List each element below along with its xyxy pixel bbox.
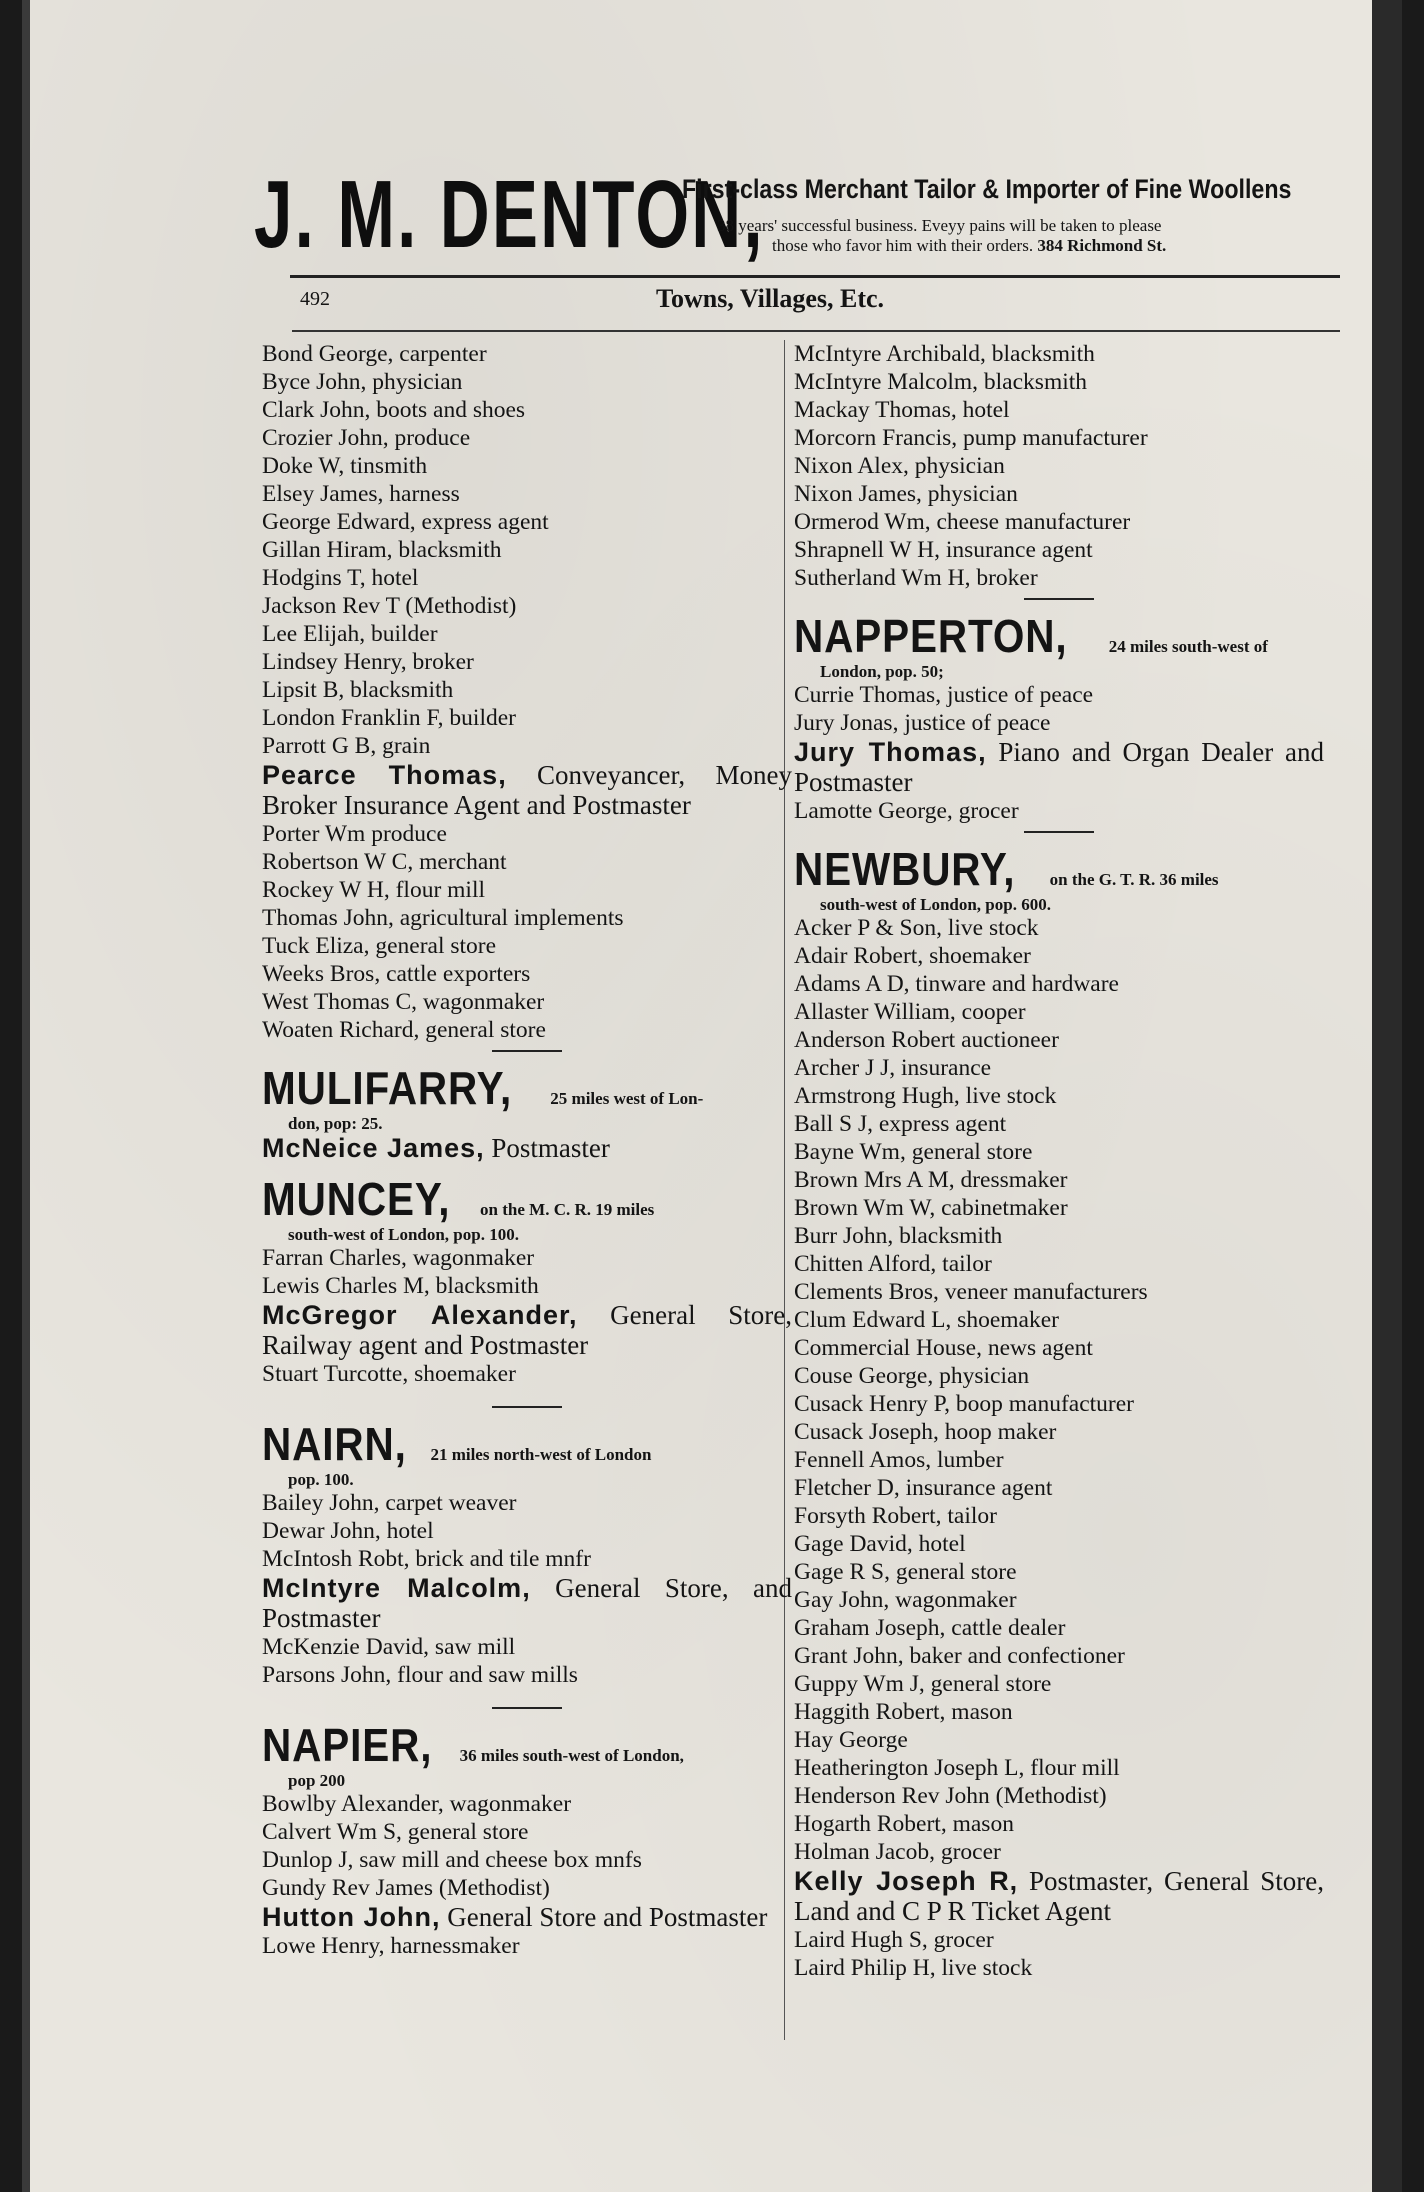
list-item: Lipsit B, blacksmith <box>262 677 454 703</box>
featured-entry-kelly <box>794 1866 1324 1926</box>
featured-name: Kelly Joseph R, <box>794 1866 1019 1896</box>
place-description: 24 miles south-west of <box>1108 637 1268 656</box>
place-description: on the G. T. R. 36 miles <box>1049 870 1219 889</box>
list-item: Porter Wm produce <box>262 821 447 847</box>
place-description: 25 miles west of Lon- <box>550 1089 704 1108</box>
ad-business-name: J. M. DENTON, <box>254 161 765 268</box>
advertisement-banner <box>242 160 1362 270</box>
running-head: Towns, Villages, Etc. <box>656 284 885 313</box>
featured-name: Hutton John, <box>262 1902 441 1932</box>
list-item: Crozier John, produce <box>262 425 471 451</box>
list-item: Cusack Henry P, boop manufacturer <box>794 1391 1135 1417</box>
list-item: Doke W, tinsmith <box>262 453 428 479</box>
featured-name: Jury Thomas, <box>794 737 987 767</box>
section-divider <box>1024 598 1094 600</box>
place-description-cont: south-west of London, pop. 100. <box>288 1225 519 1244</box>
place-heading-muncey <box>262 1173 802 1226</box>
list-item: Cusack Joseph, hoop maker <box>794 1419 1057 1445</box>
place-name: NAPPERTON, <box>794 610 1068 662</box>
list-item: George Edward, express agent <box>262 509 549 535</box>
list-item: Robertson W C, merchant <box>262 849 507 875</box>
list-item: Jury Jonas, justice of peace <box>794 710 1051 736</box>
left-column <box>262 340 802 1960</box>
list-item: Hogarth Robert, mason <box>794 1811 1014 1837</box>
list-item: Henderson Rev John (Methodist) <box>794 1783 1107 1809</box>
list-item: Lowe Henry, harnessmaker <box>262 1933 520 1959</box>
list-item: Acker P & Son, live stock <box>794 915 1039 941</box>
featured-entry-pearce <box>262 760 792 820</box>
place-heading-mulifarry <box>262 1062 802 1115</box>
list-item: Gay John, wagonmaker <box>794 1587 1017 1613</box>
list-item: West Thomas C, wagonmaker <box>262 989 545 1015</box>
list-item: McKenzie David, saw mill <box>262 1634 516 1660</box>
place-heading-napperton <box>794 610 1334 663</box>
place-description: on the M. C. R. 19 miles <box>480 1200 655 1219</box>
list-item: Laird Philip H, live stock <box>794 1955 1033 1981</box>
place-name: NEWBURY, <box>794 843 1016 895</box>
list-item: Anderson Robert auctioneer <box>794 1027 1059 1053</box>
list-item: Clark John, boots and shoes <box>262 397 526 423</box>
list-item: Tuck Eliza, general store <box>262 933 497 959</box>
list-item: Chitten Alford, tailor <box>794 1251 992 1277</box>
list-item: Thomas John, agricultural implements <box>262 905 624 931</box>
list-item: Forsyth Robert, tailor <box>794 1503 997 1529</box>
list-item: Adams A D, tinware and hardware <box>794 971 1119 997</box>
list-item: Lindsey Henry, broker <box>262 649 474 675</box>
list-item: Woaten Richard, general store <box>262 1017 546 1043</box>
featured-description: Postmaster <box>484 1133 610 1163</box>
ad-address: 384 Richmond St. <box>1037 236 1167 255</box>
featured-description: Piano and Organ Dealer and Postmaster <box>794 737 1324 797</box>
featured-entry-hutton <box>262 1902 792 1932</box>
list-item: Farran Charles, wagonmaker <box>262 1245 535 1271</box>
list-item: Guppy Wm J, general store <box>794 1671 1052 1697</box>
ad-tagline: First-class Merchant Tailor & Importer of Fine Woollens <box>682 174 1292 204</box>
list-item: Gillan Hiram, blacksmith <box>262 537 502 563</box>
list-item: Bayne Wm, general store <box>794 1139 1033 1165</box>
list-item: Elsey James, harness <box>262 481 460 507</box>
place-heading-nairn <box>262 1418 802 1471</box>
list-item: Calvert Wm S, general store <box>262 1819 529 1845</box>
featured-description: Conveyancer, Money Broker Insurance Agent and Postmaster <box>262 760 792 820</box>
list-item: Fletcher D, insurance agent <box>794 1475 1053 1501</box>
right-column <box>794 340 1334 1982</box>
directory-page <box>22 0 1402 2192</box>
list-item: Dewar John, hotel <box>262 1518 434 1544</box>
header-rule <box>292 330 1340 332</box>
place-heading-napier <box>262 1719 802 1772</box>
featured-name: Pearce Thomas, <box>262 760 507 790</box>
section-divider <box>492 1050 562 1052</box>
list-item: Ball S J, express agent <box>794 1111 1007 1137</box>
list-item: Jackson Rev T (Methodist) <box>262 593 517 619</box>
featured-description: Postmaster, General Store, Land and C P R Ticket Agent <box>794 1866 1324 1926</box>
list-item: Clements Bros, veneer manufacturers <box>794 1279 1148 1305</box>
list-item: London Franklin F, builder <box>262 705 516 731</box>
page-edge <box>1372 0 1402 2192</box>
list-item: McIntyre Archibald, blacksmith <box>794 341 1095 367</box>
list-item: Stuart Turcotte, shoemaker <box>262 1361 516 1387</box>
place-description-cont: London, pop. 50; <box>820 662 944 681</box>
list-item: Grant John, baker and confectioner <box>794 1643 1125 1669</box>
list-item: Nixon James, physician <box>794 481 1018 507</box>
list-item: Holman Jacob, grocer <box>794 1839 1001 1865</box>
binding-edge <box>22 0 30 2192</box>
place-name: MUNCEY, <box>262 1173 451 1225</box>
list-item: Mackay Thomas, hotel <box>794 397 1010 423</box>
list-item: McIntosh Robt, brick and tile mnfr <box>262 1546 591 1572</box>
list-item: Laird Hugh S, grocer <box>794 1927 994 1953</box>
list-item: Gage R S, general store <box>794 1559 1017 1585</box>
place-description-cont: pop. 100. <box>288 1470 354 1489</box>
section-divider <box>492 1406 562 1408</box>
list-item: Lee Elijah, builder <box>262 621 438 647</box>
list-item: Ormerod Wm, cheese manufacturer <box>794 509 1131 535</box>
ad-divider <box>290 275 1340 278</box>
place-name: NAPIER, <box>262 1719 433 1771</box>
place-description-cont: pop 200 <box>288 1771 346 1790</box>
featured-entry-mcneice <box>262 1133 792 1163</box>
list-item: Allaster William, cooper <box>794 999 1026 1025</box>
list-item: Lewis Charles M, blacksmith <box>262 1273 539 1299</box>
featured-name: McIntyre Malcolm, <box>262 1573 531 1603</box>
list-item: Archer J J, insurance <box>794 1055 992 1081</box>
list-item: Commercial House, news agent <box>794 1335 1093 1361</box>
list-item: Burr John, blacksmith <box>794 1223 1003 1249</box>
place-description-cont: south-west of London, pop. 600. <box>820 895 1051 914</box>
place-heading-newbury <box>794 843 1334 896</box>
place-name: NAIRN, <box>262 1418 407 1470</box>
list-item: Lamotte George, grocer <box>794 798 1019 824</box>
left-mid-entries <box>262 820 802 1044</box>
list-item: Sutherland Wm H, broker <box>794 565 1038 591</box>
list-item: Brown Mrs A M, dressmaker <box>794 1167 1068 1193</box>
list-item: Morcorn Francis, pump manufacturer <box>794 425 1148 451</box>
list-item: Couse George, physician <box>794 1363 1030 1389</box>
ad-line-2 <box>772 236 1166 256</box>
list-item: McIntyre Malcolm, blacksmith <box>794 369 1088 395</box>
list-item: Byce John, physician <box>262 369 463 395</box>
list-item: Rockey W H, flour mill <box>262 877 486 903</box>
list-item: Hay George <box>794 1727 908 1753</box>
featured-description: General Store and Postmaster <box>440 1902 768 1932</box>
featured-entry-mcgregor <box>262 1300 792 1360</box>
featured-entry-jury <box>794 737 1324 797</box>
list-item: Shrapnell W H, insurance agent <box>794 537 1093 563</box>
list-item: Gage David, hotel <box>794 1531 966 1557</box>
list-item: Bond George, carpenter <box>262 341 487 367</box>
list-item: Fennell Amos, lumber <box>794 1447 1004 1473</box>
list-item: Currie Thomas, justice of peace <box>794 682 1094 708</box>
section-divider <box>1024 831 1094 833</box>
featured-description: General Store, and Postmaster <box>262 1573 793 1633</box>
list-item: Parsons John, flour and saw mills <box>262 1662 578 1688</box>
list-item: Bowlby Alexander, wagonmaker <box>262 1791 572 1817</box>
place-description: 21 miles north-west of London <box>430 1445 652 1464</box>
page-number: 492 <box>300 288 330 310</box>
list-item: Clum Edward L, shoemaker <box>794 1307 1059 1333</box>
list-item: Heatherington Joseph L, flour mill <box>794 1755 1120 1781</box>
list-item: Armstrong Hugh, live stock <box>794 1083 1057 1109</box>
list-item: Haggith Robert, mason <box>794 1699 1013 1725</box>
ad-line-1: 38 years' successful business. Eveyy pains will be taken to please <box>717 216 1162 235</box>
list-item: Nixon Alex, physician <box>794 453 1005 479</box>
list-item: Graham Joseph, cattle dealer <box>794 1615 1066 1641</box>
featured-description: General Store, Railway agent and Postmaster <box>262 1300 792 1360</box>
list-item: Dunlop J, saw mill and cheese box mnfs <box>262 1847 642 1873</box>
place-name: MULIFARRY, <box>262 1062 513 1114</box>
list-item: Weeks Bros, cattle exporters <box>262 961 531 987</box>
list-item: Bailey John, carpet weaver <box>262 1490 517 1516</box>
list-item: Hodgins T, hotel <box>262 565 419 591</box>
list-item: Brown Wm W, cabinetmaker <box>794 1195 1068 1221</box>
place-description-cont: don, pop: 25. <box>288 1114 383 1133</box>
featured-entry-mcintyre <box>262 1573 792 1633</box>
place-description: 36 miles south-west of London, <box>459 1746 684 1765</box>
featured-name: McGregor Alexander, <box>262 1300 578 1330</box>
list-item: Parrott G B, grain <box>262 733 431 759</box>
featured-name: McNeice James, <box>262 1133 485 1163</box>
list-item: Adair Robert, shoemaker <box>794 943 1031 969</box>
ad-line-2-text: those who favor him with their orders. <box>772 236 1034 255</box>
section-divider <box>492 1707 562 1709</box>
left-top-entries <box>262 340 802 760</box>
list-item: Gundy Rev James (Methodist) <box>262 1875 550 1901</box>
